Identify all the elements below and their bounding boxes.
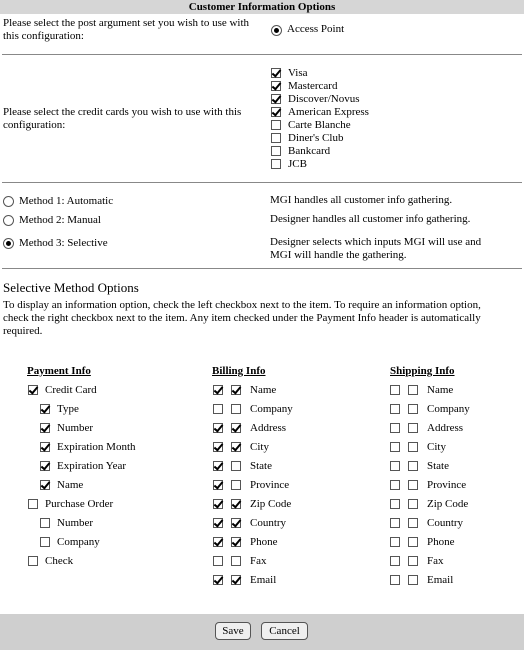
divider: [2, 182, 522, 184]
shipping-zip-code-required-checkbox[interactable]: [408, 499, 418, 509]
billing-fax-required-checkbox[interactable]: [231, 556, 241, 566]
shipping-company-required-checkbox[interactable]: [408, 404, 418, 414]
payment-name-label: Name: [57, 479, 84, 491]
billing-name-required-checkbox[interactable]: [231, 385, 241, 395]
shipping-email-required-checkbox[interactable]: [408, 575, 418, 585]
selective-heading: Selective Method Options: [3, 280, 139, 295]
shipping-info-header: Shipping Info: [390, 365, 455, 377]
shipping-city-required-checkbox[interactable]: [408, 442, 418, 452]
shipping-city-label: City: [427, 441, 446, 453]
shipping-state-required-checkbox[interactable]: [408, 461, 418, 471]
billing-city-display-checkbox[interactable]: [213, 442, 223, 452]
payment-expiration-month-label: Expiration Month: [57, 441, 136, 453]
shipping-phone-display-checkbox[interactable]: [390, 537, 400, 547]
billing-name-label: Name: [250, 384, 277, 396]
billing-fax-label: Fax: [250, 555, 267, 567]
billing-email-required-checkbox[interactable]: [231, 575, 241, 585]
billing-country-label: Country: [250, 517, 287, 529]
method-1-description: MGI handles all customer info gathering.: [270, 194, 453, 206]
billing-city-required-checkbox[interactable]: [231, 442, 241, 452]
payment-expiration-month-checkbox[interactable]: [40, 442, 50, 452]
billing-state-required-checkbox[interactable]: [231, 461, 241, 471]
payment-company-label: Company: [57, 536, 100, 548]
payment-number-label: Number: [57, 422, 94, 434]
selective-desc-line3: required.: [3, 325, 43, 337]
selective-description: [3, 299, 481, 338]
shipping-name-required-checkbox[interactable]: [408, 385, 418, 395]
bankcard-label: Bankcard: [288, 145, 331, 157]
billing-province-display-checkbox[interactable]: [213, 480, 223, 490]
cancel-button[interactable]: Cancel: [261, 622, 308, 640]
billing-phone-display-checkbox[interactable]: [213, 537, 223, 547]
shipping-email-display-checkbox[interactable]: [390, 575, 400, 585]
method-2-radio[interactable]: [3, 215, 14, 226]
shipping-province-required-checkbox[interactable]: [408, 480, 418, 490]
carte-blanche-label: Carte Blanche: [288, 119, 351, 131]
visa-label: Visa: [288, 67, 308, 79]
visa-checkbox[interactable]: [271, 68, 281, 78]
shipping-name-display-checkbox[interactable]: [390, 385, 400, 395]
method-1-label: Method 1: Automatic: [19, 195, 114, 207]
method-2-description: Designer handles all customer info gathering.: [270, 213, 471, 225]
payment-company-checkbox[interactable]: [40, 537, 50, 547]
billing-company-label: Company: [250, 403, 293, 415]
payment-purchase-order-checkbox[interactable]: [28, 499, 38, 509]
billing-phone-required-checkbox[interactable]: [231, 537, 241, 547]
jcb-label: JCB: [288, 158, 307, 170]
payment-expiration-year-checkbox[interactable]: [40, 461, 50, 471]
billing-province-label: Province: [250, 479, 290, 491]
diner-s-club-label: Diner's Club: [288, 132, 344, 144]
payment-number-checkbox[interactable]: [40, 423, 50, 433]
shipping-country-required-checkbox[interactable]: [408, 518, 418, 528]
cards-prompt-line1: Please select the credit cards you wish to use with this: [3, 106, 242, 118]
shipping-fax-label: Fax: [427, 555, 444, 567]
shipping-address-display-checkbox[interactable]: [390, 423, 400, 433]
american-express-label: American Express: [288, 106, 369, 118]
shipping-company-label: Company: [427, 403, 470, 415]
divider: [2, 268, 522, 270]
shipping-country-display-checkbox[interactable]: [390, 518, 400, 528]
billing-address-label: Address: [250, 422, 287, 434]
billing-email-label: Email: [250, 574, 277, 586]
billing-info-header: Billing Info: [212, 365, 266, 377]
payment-number-checkbox[interactable]: [40, 518, 50, 528]
access-point-radio[interactable]: [271, 25, 282, 36]
billing-country-display-checkbox[interactable]: [213, 518, 223, 528]
american-express-checkbox[interactable]: [271, 107, 281, 117]
billing-zip-code-display-checkbox[interactable]: [213, 499, 223, 509]
post-arg-prompt: [3, 17, 249, 43]
payment-credit-card-checkbox[interactable]: [28, 385, 38, 395]
post-arg-prompt-line1: Please select the post argument set you wish to use with: [3, 17, 250, 29]
shipping-name-label: Name: [427, 384, 454, 396]
shipping-company-display-checkbox[interactable]: [390, 404, 400, 414]
payment-check-label: Check: [45, 555, 74, 567]
discover-novus-checkbox[interactable]: [271, 94, 281, 104]
discover-novus-label: Discover/Novus: [288, 93, 360, 105]
post-arg-prompt-line2: this configuration:: [3, 30, 84, 42]
billing-phone-label: Phone: [250, 536, 278, 548]
mastercard-label: Mastercard: [288, 80, 338, 92]
jcb-checkbox[interactable]: [271, 159, 281, 169]
cards-prompt-line2: configuration:: [3, 119, 66, 131]
billing-email-display-checkbox[interactable]: [213, 575, 223, 585]
mastercard-checkbox[interactable]: [271, 81, 281, 91]
payment-check-checkbox[interactable]: [28, 556, 38, 566]
shipping-zip-code-label: Zip Code: [427, 498, 469, 510]
method-2-label: Method 2: Manual: [19, 214, 101, 226]
shipping-address-label: Address: [427, 422, 464, 434]
shipping-phone-label: Phone: [427, 536, 455, 548]
billing-address-display-checkbox[interactable]: [213, 423, 223, 433]
shipping-zip-code-display-checkbox[interactable]: [390, 499, 400, 509]
method-3-description: Designer selects which inputs MGI will use and: [270, 236, 482, 248]
shipping-fax-required-checkbox[interactable]: [408, 556, 418, 566]
payment-credit-card-label: Credit Card: [45, 384, 97, 396]
method-3-description-line2: MGI will handle the gathering.: [270, 249, 407, 261]
shipping-state-display-checkbox[interactable]: [390, 461, 400, 471]
billing-province-required-checkbox[interactable]: [231, 480, 241, 490]
billing-zip-code-required-checkbox[interactable]: [231, 499, 241, 509]
payment-type-checkbox[interactable]: [40, 404, 50, 414]
shipping-province-label: Province: [427, 479, 467, 491]
method-1-radio[interactable]: [3, 196, 14, 207]
billing-company-required-checkbox[interactable]: [231, 404, 241, 414]
shipping-country-label: Country: [427, 517, 464, 529]
shipping-fax-display-checkbox[interactable]: [390, 556, 400, 566]
billing-country-required-checkbox[interactable]: [231, 518, 241, 528]
cards-prompt: [3, 106, 241, 132]
divider: [2, 54, 522, 56]
shipping-province-display-checkbox[interactable]: [390, 480, 400, 490]
dialog-title: Customer Information Options: [0, 0, 524, 14]
payment-expiration-year-label: Expiration Year: [57, 460, 127, 472]
method-3-label: Method 3: Selective: [19, 237, 108, 249]
billing-name-display-checkbox[interactable]: [213, 385, 223, 395]
diner-s-club-checkbox[interactable]: [271, 133, 281, 143]
access-point-label: Access Point: [287, 23, 345, 35]
selective-desc-line1: To display an information option, check the left checkbox next to the item. To require an information option,: [3, 299, 481, 311]
payment-type-label: Type: [57, 403, 79, 415]
shipping-city-display-checkbox[interactable]: [390, 442, 400, 452]
payment-number-label: Number: [57, 517, 94, 529]
billing-state-label: State: [250, 460, 272, 472]
billing-fax-display-checkbox[interactable]: [213, 556, 223, 566]
billing-zip-code-label: Zip Code: [250, 498, 292, 510]
method-3-radio[interactable]: [3, 238, 14, 249]
billing-address-required-checkbox[interactable]: [231, 423, 241, 433]
carte-blanche-checkbox[interactable]: [271, 120, 281, 130]
shipping-phone-required-checkbox[interactable]: [408, 537, 418, 547]
payment-purchase-order-label: Purchase Order: [45, 498, 114, 510]
shipping-state-label: State: [427, 460, 449, 472]
payment-info-header: Payment Info: [27, 365, 91, 377]
selective-desc-line2: check the right checkbox next to the item. Any item checked under the Payment Info header is automatically: [3, 312, 481, 324]
billing-city-label: City: [250, 441, 269, 453]
shipping-email-label: Email: [427, 574, 454, 586]
payment-name-checkbox[interactable]: [40, 480, 50, 490]
button-bar: [0, 614, 524, 650]
save-button[interactable]: Save: [215, 622, 251, 640]
billing-state-display-checkbox[interactable]: [213, 461, 223, 471]
billing-company-display-checkbox[interactable]: [213, 404, 223, 414]
bankcard-checkbox[interactable]: [271, 146, 281, 156]
shipping-address-required-checkbox[interactable]: [408, 423, 418, 433]
